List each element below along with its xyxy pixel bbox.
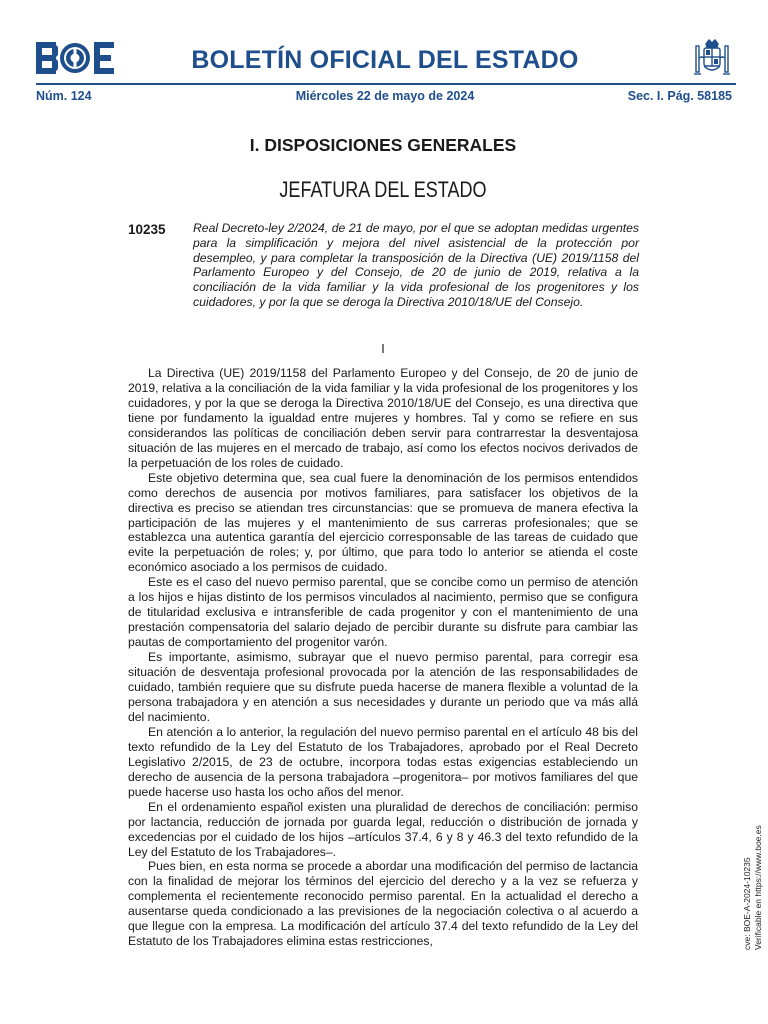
body-text — [128, 366, 638, 949]
paragraph: La Directiva (UE) 2019/1158 del Parlamento Europeo y del Consejo, de 20 de junio de 2019, relativa a la conciliación de la vida familiar y la vida profesional de los progenitores y los cuidadores, y por la que se deroga la Directiva 2010/18/UE del Consejo, es una directiva que tiene por fundamento la igualdad entre mujeres y hombres. Tal y como se refiere en sus considerandos las políticas de conciliación deben servir para contrarrestar la desventajosa situación de las mujeres en el mercado de trabajo, así como los efectos nocivos derivados de la perpetuación de los roles de cuidado. — [128, 366, 638, 470]
coat-of-arms-icon — [690, 36, 734, 80]
paragraph: Este objetivo determina que, sea cual fuere la denominación de los permisos entendidos como derechos de ausencia por motivos familiares, para satisfacer los objetivos de la directiva es preciso se atiendan tres circunstancias: que se promueva de manera efectiva la participación de las mujeres y el mantenimiento de sus carreras profesionales; que se establezca una autentica garantía del ejercicio corresponsable de las tareas de cuidado que evite la perpetuación de roles; y, por último, que para todo lo anterior se atienda el coste económico asociado a los permisos de cuidado. — [128, 470, 638, 575]
issue-number: Núm. 124 — [36, 89, 92, 103]
boe-logo — [36, 42, 116, 74]
section-heading: I. DISPOSICIONES GENERALES — [249, 135, 517, 155]
gazette-title: BOLETÍN OFICIAL DEL ESTADO — [191, 46, 579, 74]
paragraph: Este es el caso del nuevo permiso parental, que se concibe como un permiso de atención a los hijos e hijas distinto de los permisos vinculados al nacimiento, permiso que se configura de titularidad exclusiva e intransferible de cada progenitor y con el mantenimiento de una prestación compensatoria del salario dejado de percibir durante su disfrute para cambiar las pautas de comportamiento del progenitor varón. — [128, 575, 638, 650]
header-rule — [36, 83, 736, 85]
paragraph: Es importante, asimismo, subrayar que el nuevo permiso parental, para corregir esa situación de desventaja profesional provocada por la atención de las responsabilidades de cuidado, también requiere que su disfrute pueda hacerse de manera flexible a voluntad de la persona trabajadora y en atención a sus necesidades y durante un periodo que va más allá del nacimiento. — [128, 650, 638, 724]
section-page: Sec. I. Pág. 58185 — [627, 89, 732, 103]
paragraph: Pues bien, en esta norma se procede a abordar una modificación del permiso de lactancia con la finalidad de mejorar los términos del ejercicio del derecho y a la vez se refuerza y complementa el recientemente reconocido permiso parental. En la actualidad el derecho a ausentarse queda condicionado a las previsiones de la negociación colectiva o al acuerdo a que llegue con la empresa. La modificación del artículo 37.4 del texto refundido de la Ley del Estatuto de los Trabajadores elimina estas restricciones, — [128, 859, 638, 949]
paragraph: En atención a lo anterior, la regulación del nuevo permiso parental en el artículo 48 bis del texto refundido de la Ley del Estatuto de los Trabajadores, aprobado por el Real Decreto Legislativo 2/2015, de 23 de octubre, incorpora todas estas exigencias estableciendo un derecho de ausencia de la persona trabajadora –progenitora– por motivos familiares del que puede hacerse uso hasta los ocho años del menor. — [128, 724, 638, 799]
paragraph: En el ordenamiento español existen una pluralidad de derechos de conciliación: permiso por lactancia, reducción de jornada por guarda legal, reducción o distribución de jornada y excedencias por el cuidado de los hijos –artículos 37.4, 6 y 8 y 46.3 del texto refundido de la Ley del Estatuto de los Trabajadores–. — [128, 799, 638, 859]
organism-heading: JEFATURA DEL ESTADO — [279, 177, 487, 202]
issue-date: Miércoles 22 de mayo de 2024 — [295, 89, 475, 103]
disposition-number: 10235 — [128, 222, 166, 237]
cve-code: cve: BOE-A-2024-10235 — [742, 857, 752, 950]
verification-note — [742, 825, 763, 950]
verify-link[interactable]: Verificable en https://www.boe.es — [752, 825, 763, 950]
chapter-heading: I — [381, 342, 385, 356]
disposition-title: Real Decreto-ley 2/2024, de 21 de mayo, por el que se adoptan medidas urgentes para la simplificación y mejora del nivel asistencial de la protección por desempleo, y para completar la transposición de la Directiva (UE) 2019/1158 del Parlamento Europeo y del Consejo, de 20 de junio de 2019, relativa a la conciliación de la vida familiar y la vida profesional de los progenitores y los cuidadores, y por la que se deroga la Directiva 2010/18/UE del Consejo. — [193, 221, 639, 309]
